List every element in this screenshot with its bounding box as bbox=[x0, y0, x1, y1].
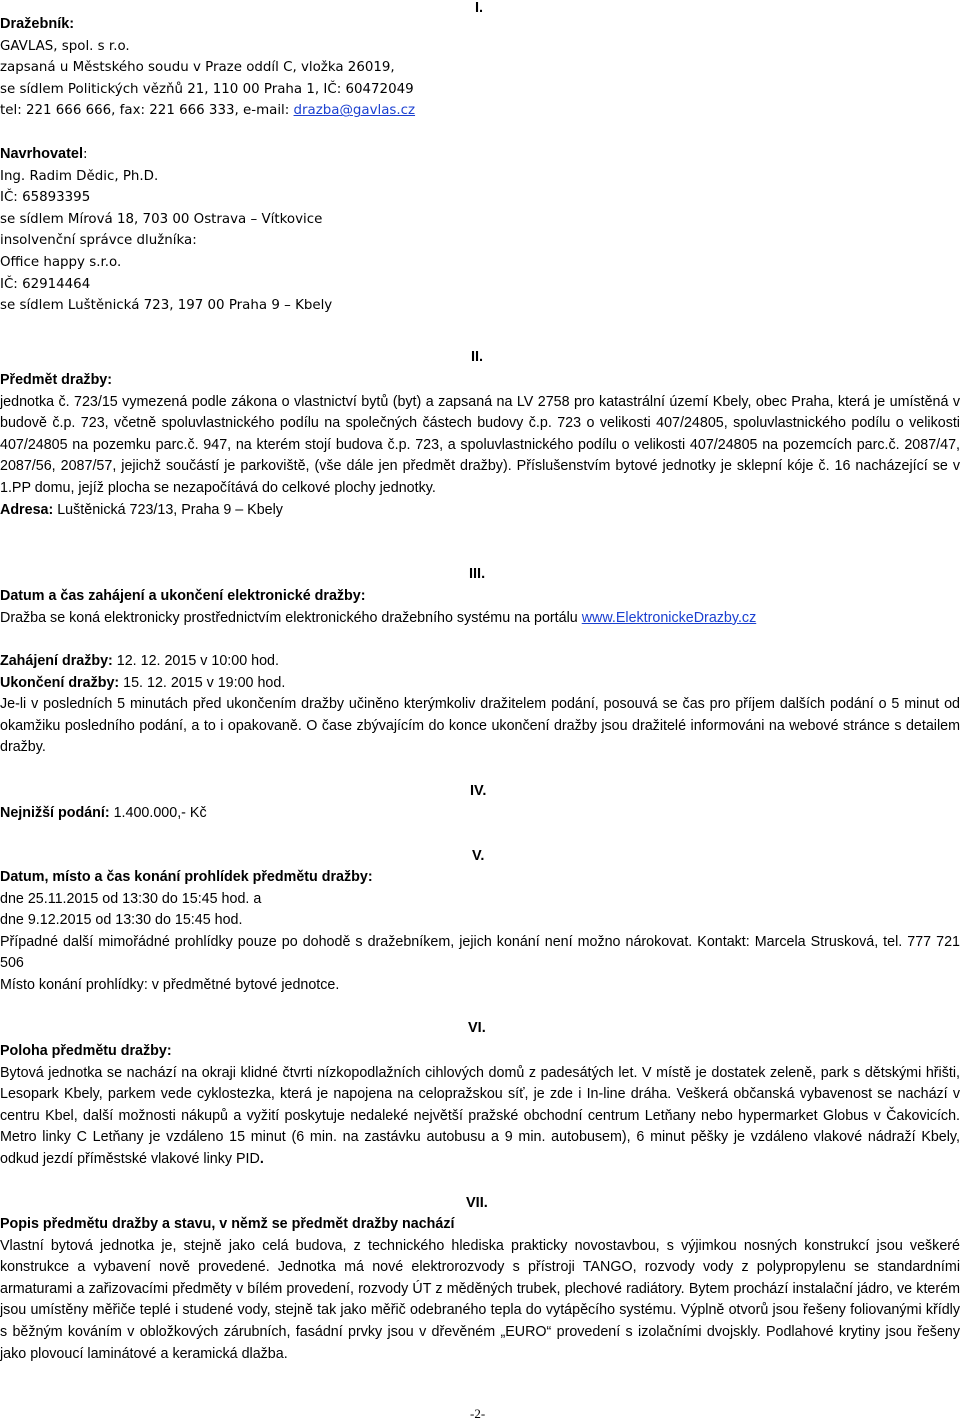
proposer-label: Navrhovatel bbox=[0, 146, 84, 162]
viewings-heading: Datum, místo a čas konání prohlídek předmětu dražby: bbox=[0, 869, 373, 885]
proposer-line: se sídlem Mírová 18, 703 00 Ostrava – Vítkovice bbox=[0, 211, 323, 227]
auctioneer-block bbox=[0, 14, 960, 122]
location-heading: Poloha předmětu dražby: bbox=[0, 1043, 172, 1059]
auction-end bbox=[0, 673, 960, 695]
section-number-v: V. bbox=[472, 848, 485, 864]
description-section bbox=[0, 1214, 960, 1365]
auction-time-heading: Datum a čas zahájení a ukončení elektronické dražby: bbox=[0, 588, 366, 604]
auctioneer-registration: zapsaná u Městského soudu v Praze oddíl C, vložka 26019, bbox=[0, 60, 395, 76]
viewing-date: dne 25.11.2015 od 13:30 do 15:45 hod. a bbox=[0, 890, 262, 907]
description-text: Vlastní bytová jednotka je, stejně jako celá budova, z technického hlediska prakticky novostavbou, s výjimkou nosných konstrukcí jsou veškeré konstrukce a vybavení nově provedené. Jednotka má nové elektrorozvody s přístroji TANGO, rozvody vody z polypropylenu se standardními armaturami a zařizovacími předměty v bílém provedení, rozvody ÚT z měděných trubek, plechové radiátory. Bytem prochází instalační jádro, ve kterém jsou umístěny měřiče teplé i studené vody, stejně tak jako měřič odebraného tepla do vytápěcího systému. Výplně otvorů jsou řešeny foliovanými křídly s běžným kováním v obložkových zárubních, fasádní prvky jsou v dřevěném „EURO“ provedení s izolačními dvojskly. Podlahové krytiny jsou řešeny jako plovoucí laminátové a keramická dlažba. bbox=[0, 1237, 960, 1362]
start-label: Zahájení dražby: bbox=[0, 653, 113, 669]
location-end-dot: . bbox=[259, 1150, 264, 1167]
min-bid bbox=[0, 803, 960, 825]
proposer-line: IČ: 65893395 bbox=[0, 190, 91, 206]
contact-text: tel: 221 666 666, fax: 221 666 333, e-mail: bbox=[0, 103, 294, 119]
subject-address bbox=[0, 500, 960, 522]
auction-dates bbox=[0, 651, 960, 759]
subject-section bbox=[0, 370, 960, 521]
auction-portal-line bbox=[0, 608, 960, 630]
end-label: Ukončení dražby: bbox=[0, 674, 120, 691]
auction-extension-rule: Je-li v posledních 5 minutách před ukončením dražby učiněno kterýmkoliv dražitelem podání, posouvá se čas pro příjem dalších podání o 5 minut od okamžiku posledního podání, a to i opakovaně. O čase zbývajícím do konce ukončení dražby jsou dražitelé informováni na webové stránce s detailem dražby. bbox=[0, 696, 960, 756]
proposer-line: se sídlem Luštěnická 723, 197 00 Praha 9 – Kbely bbox=[0, 298, 333, 314]
viewing-date: dne 9.12.2015 od 13:30 do 15:45 hod. bbox=[0, 912, 243, 929]
auctioneer-contact bbox=[0, 100, 960, 122]
auctioneer-address: se sídlem Politických vězňů 21, 110 00 Praha 1, IČ: 60472049 bbox=[0, 81, 414, 97]
proposer-line: Ing. Radim Dědic, Ph.D. bbox=[0, 168, 159, 184]
subject-heading: Předmět dražby: bbox=[0, 372, 113, 388]
subject-text: jednotka č. 723/15 vymezená podle zákona o vlastnictví bytů (byt) a zapsaná na LV 2758 pro katastrální území Kbely, obec Praha, která je umístěná v budově č.p. 723, včetně spoluvlastnického podílu na společných částech budovy č.p. 723 o velikosti 407/24805, spoluvlastnického podílu o velikosti 407/24805 na pozemku parc.č. 947, na kterém stojí budova č.p. 723, a spoluvlastnického podílu o velikosti 407/24805 na pozemcích parc.č. 2087/47, 2087/56, 2087/57, jejichž součástí je parkoviště, (vše dále jen předmět dražby). Příslušenstvím bytové jednotky je sklepní kóje č. 16 nacházející se v 1.PP domu, jejíž plocha se nezapočítává do celkové plochy jednotky. bbox=[0, 393, 960, 496]
proposer-line: insolvenční správce dlužníka: bbox=[0, 233, 197, 249]
section-number-iv: IV. bbox=[470, 783, 487, 799]
section-number-ii: II. bbox=[471, 349, 484, 365]
proposer-line: Office happy s.r.o. bbox=[0, 254, 122, 270]
min-bid-label: Nejnižší podání: bbox=[0, 805, 110, 821]
auctioneer-company: GAVLAS, spol. s r.o. bbox=[0, 38, 130, 54]
viewings-section bbox=[0, 867, 960, 997]
address-value: Luštěnická 723/13, Praha 9 – Kbely bbox=[53, 501, 283, 518]
auction-start bbox=[0, 651, 960, 673]
location-text bbox=[0, 1063, 960, 1171]
address-label: Adresa: bbox=[0, 501, 54, 518]
proposer-line: IČ: 62914464 bbox=[0, 276, 91, 292]
viewings-text: Případné další mimořádné prohlídky pouze po dohodě s dražebníkem, jejich konání není možno nárokovat. Kontakt: Marcela Strusková, tel. 777 721 506 bbox=[0, 933, 960, 972]
location-section bbox=[0, 1041, 960, 1171]
viewings-place: Místo konání prohlídky: v předmětné bytové jednotce. bbox=[0, 976, 340, 993]
section-number-i: I. bbox=[475, 0, 484, 16]
page-number: -2- bbox=[470, 1406, 486, 1421]
location-body: Bytová jednotka se nachází na okraji klidné čtvrti nízkopodlažních cihlových domů z padesátých let. V místě je dostatek zeleně, park s dětskými hřišti, Lesopark Kbely, parkem vede cyklostezka, která je napojena na celopražskou síť, je zde i In-line dráha. Veškerá občanská vybavenost se nachází v centru Kbel, další možnosti nákupů a vyžití poskytuje nedaleké největší pražské obchodní centrum Letňany nebo hypermarket Globus v Čakovicích. Metro linky C Letňany je vzdáleno 15 minut (6 min. na zastávku autobusu a 9 min. autobusem), 6 minut pěšky je vzdáleno vlakové nádraží Kbely, odkud jezdí příměstské vlakové linky PID bbox=[0, 1064, 960, 1167]
email-link[interactable]: drazba@gavlas.cz bbox=[293, 103, 416, 119]
proposer-colon: : bbox=[83, 147, 88, 162]
auction-time-section bbox=[0, 586, 960, 629]
min-bid-section bbox=[0, 803, 960, 825]
proposer-heading bbox=[0, 144, 960, 166]
section-number-vii: VII. bbox=[466, 1195, 488, 1211]
start-value: 12. 12. 2015 v 10:00 hod. bbox=[112, 653, 279, 669]
section-number-iii: III. bbox=[469, 566, 486, 582]
auction-portal-text: Dražba se koná elektronicky prostřednictvím elektronického dražebního systému na portálu bbox=[0, 609, 582, 626]
proposer-block bbox=[0, 144, 960, 317]
auctioneer-heading: Dražebník: bbox=[0, 16, 75, 32]
section-number-vi: VI. bbox=[468, 1020, 486, 1036]
description-heading: Popis předmětu dražby a stavu, v němž se předmět dražby nachází bbox=[0, 1216, 455, 1232]
min-bid-value: 1.400.000,- Kč bbox=[109, 805, 207, 821]
portal-link[interactable]: www.ElektronickeDrazby.cz bbox=[581, 609, 757, 626]
end-value: 15. 12. 2015 v 19:00 hod. bbox=[119, 674, 286, 691]
